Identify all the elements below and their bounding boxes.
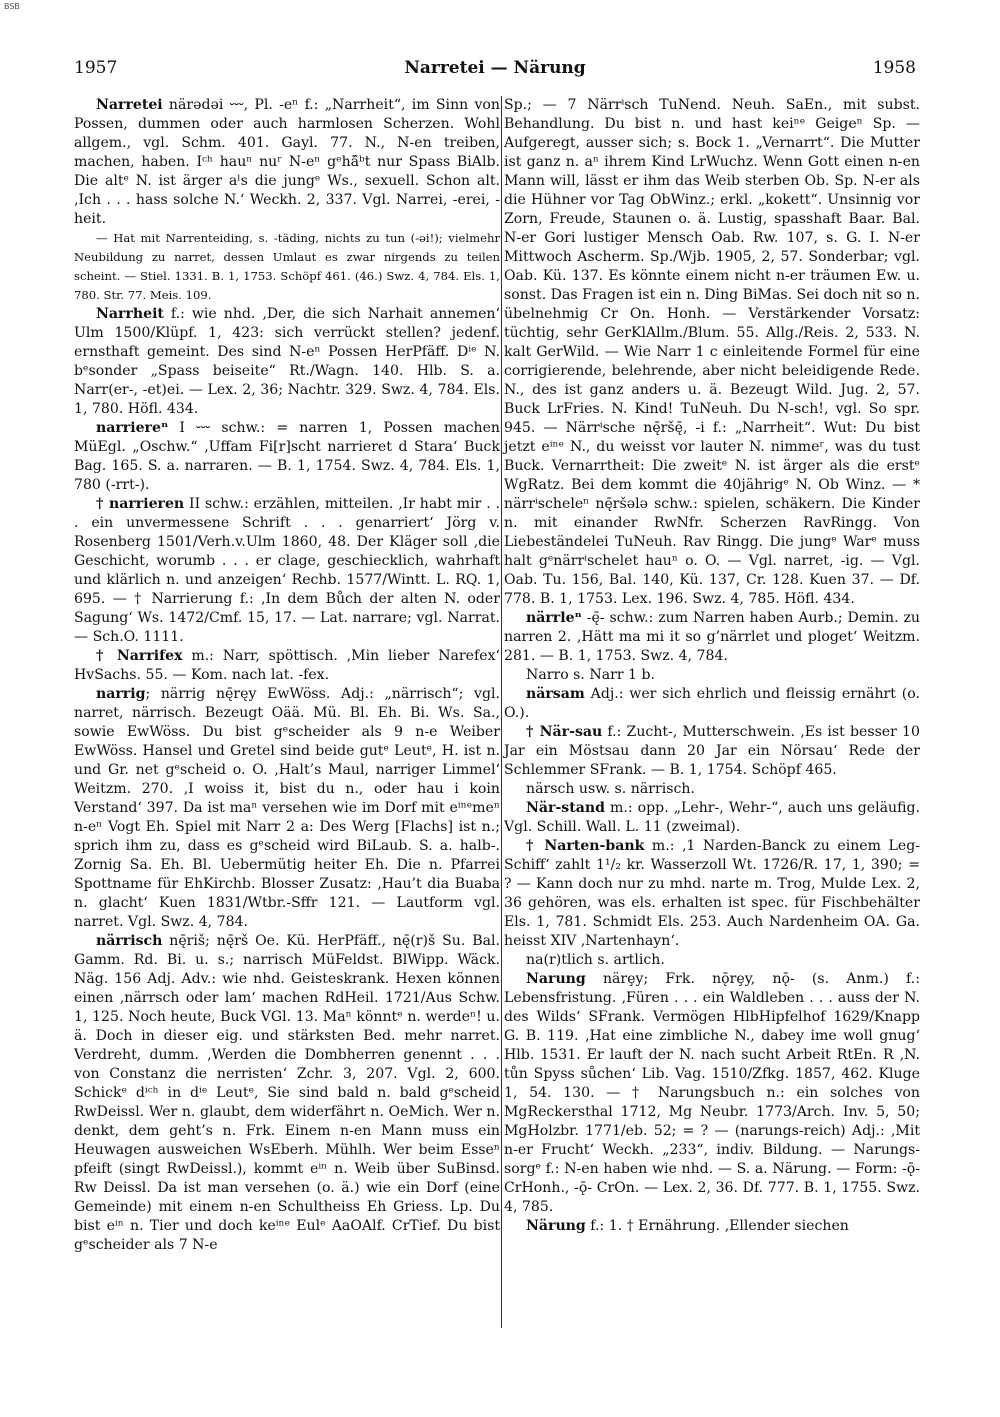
entry-text: Narro s. Narr 1 b.: [526, 667, 656, 683]
entry-text: närsch usw. s. närrisch.: [526, 781, 695, 797]
page-number-right: 1958: [872, 58, 916, 78]
entry-headword: † narrieren: [96, 496, 185, 512]
library-stamp: BSB: [4, 2, 20, 11]
dictionary-entry: [504, 780, 920, 799]
dictionary-entry: [504, 951, 920, 970]
two-column-body: [74, 96, 920, 1396]
entry-headword: † Narten-bank: [526, 838, 645, 854]
entry-headword: Närung: [526, 1218, 586, 1234]
entry-text: m.: ‚1 Narden-Banck zu einem Leg-Schiff‘ zahlt 1¹/₂ kr. Wasserzoll Wt. 1726/R. 17, 1, 390; = ? — Kann doch nur zu mhd. narte m. Trog, Mulde Lex. 2, 36 gehören, was els. erhalten ist spec. für Fischbehälter Els. 1, 781. Schmidt Els. 253. Auch Nardenheim OA. Ga. heisst XIV ‚Nartenhayn‘.: [504, 838, 920, 949]
entry-text: Adj.: wer sich ehrlich und fleissig ernährt (o. O.).: [504, 686, 920, 721]
column-divider: [501, 96, 502, 1328]
entry-text: f.: Zucht-, Mutterschwein. ‚Es ist besser 10 Jar ein Möstsau dann 20 Jar ein Nörsau‘ Rede der Schlemmer SFrank. — B. 1, 1754. Schöpf 465.: [504, 724, 920, 778]
entry-text: f.: wie nhd. ‚Der, die sich Narhait annemen‘ Ulm 1500/Klüpf. 1, 423: sich verrückt stellen? jedenf. ernsthaft gemeint. Des sind N-eⁿ Possen HerPfäff. Dⁱᵉ N. bᵉsonder „Spass beiseite“ Rt./Wagn. 140. Hlb. S. a. Narr(er-, -et)ei. — Lex. 2, 36; Nachtr. 329. Swz. 4, 784. Els. 1, 780. Höfl. 434.: [74, 306, 500, 417]
entry-headword: närrisch: [96, 933, 163, 949]
entry-headword: † Narrifex: [96, 648, 183, 664]
dictionary-entry: [504, 723, 920, 780]
entry-text: f.: 1. † Ernährung. ‚Ellender siechen: [585, 1218, 849, 1234]
page-number-left: 1957: [74, 58, 118, 78]
right-column: [504, 96, 920, 1236]
dictionary-entry: [504, 837, 920, 951]
dictionary-entry: [504, 666, 920, 685]
page-header: [74, 58, 916, 84]
entry-text: na(r)tlich s. artlich.: [526, 952, 665, 968]
dictionary-entry: [504, 1217, 920, 1236]
dictionary-entry: [74, 229, 500, 305]
dictionary-entry: [74, 685, 500, 932]
dictionary-entry: [74, 305, 500, 419]
dictionary-entry: [74, 495, 500, 647]
entry-headword: närrleⁿ: [526, 610, 582, 626]
dictionary-entry: [504, 799, 920, 837]
entry-headword: Narretei: [96, 97, 163, 113]
left-column: [74, 96, 500, 1255]
entry-text: Sp.; — 7 Närrⁱsch TuNend. Neuh. SaEn., mit subst. Behandlung. Du bist n. und hast keiⁿᵉ Geigeⁿ Sp. — Aufgeregt, ausser sich; s. Bock 1. „Vernarrt“. Die Mutter ist ganz n. aⁿ ihrem Kind LrWuchz. Wenn Gott einen n-en Mann will, lässt er ihm das Weib sterben Ob. Sp. N-er als die Hühner vor Tag ObWinz.; erkl. „kokett“. Unsinnig vor Zorn, Freude, Staunen o. ä. Lustig, spasshaft Baar. Bal. N-er Gori lustiger Mensch Oab. Rw. 107, s. G. I. N-er Mittwoch Ascherm. Sp./Wjb. 1905, 2, 57. Sonderbar; vgl. Oab. Kü. 137. Es könnte einem nicht n-er träumen Ew. u. sonst. Das Fragen ist ein n. Ding BiMas. Sei doch nit so n. übelnehmig Cr On. Honh. — Verstärkender Vorsatz: tüchtig, sehr GerKlAllm./Blum. 55. Allg./Reis. 2, 533. N. kalt GerWild. — Wie Narr 1 c einleitende Formel für eine corrigierende, belehrende, aber nicht beleidigende Rede. N., des ist ganz anders u. ä. Bezeugt Wild. Jug. 2, 57. Buck LrFries. N. Kind! TuNeuh. Du N-sch!, vgl. So spr. 945. — Närrⁱsche nę̄ršę̄, -i f.: „Narrheit“. Wut: Du bist jetzt eⁱⁿᵉ N., du weisst vor lauter N. nimmeʳ, was du tust Buck. Vernarrtheit: Die zweitᵉ N. ist ärger als die erstᵉ WgRatz. Bei dem kommt die 40jährigᵉ N. Ob Winz. — * närrⁱscheleⁿ nę̄ršələ schw.: spielen, schäkern. Die Kinder n. mit einander RwNfr. Scherzen RavRingg. Von Liebeständelei TuNeuh. Rav Ringg. Die jungᵉ Warᵉ muss halt gᵉnärrⁱschelet hauⁿ o. O. — Vgl. narret, -ig. — Vgl. Oab. Tu. 156, Bal. 140, Kü. 137, Cr. 128. Kuen 37. — Df. 778. B. 1, 1753. Lex. 196. Swz. 4, 785. Höfl. 434.: [504, 97, 920, 607]
entry-text: m.: Narr, spöttisch. ‚Min lieber Narefex‘ HvSachs. 55. — Kom. nach lat. -fex.: [74, 648, 500, 683]
entry-text: närədəi ⏑⏑⏑, Pl. -eⁿ f.: „Narrheit“, im Sinn von Possen, dummen oder auch harmlosen Scherzen. Wohl allgem., vgl. Schm. 401. Gayl. 77. N., N-en treiben, machen, haben. Iᶜʰ hauⁿ nuʳ N-eⁿ gᵉhä̂ᵇt nur Spass BiAlb. Die altᵉ N. ist ärger aˡs die jungᵉ Ws., sexuell. Schon alt. ‚Ich . . . hass solche N.‘ Weckh. 2, 337. Vgl. Narrei, -erei, -heit.: [74, 97, 500, 227]
dictionary-entry: [504, 970, 920, 1217]
entry-text: ; närrig nę̄ręy EwWöss. Adj.: „närrisch“; vgl. narret, närrisch. Bezeugt Oää. Mü. Bl. Eh. Bi. Ws. Sa., sowie EwWöss. Du bist gᵉscheider als 9 n-e Weiber EwWöss. Hansel und Gretel sind beide gutᵉ Leutᵉ, H. ist n. und Gr. net gᵉscheid o. O. ‚Halt’s Maul, narriger Limmel‘ Weitzm. 270. ‚I woiss it, bist du n., oder hau i koin Verstand‘ 397. Da ist maⁿ versehen wie im Dorf mit eⁱⁿᵉmeⁿ n-eⁿ Vogt Eh. Spiel mit Narr 2 a: Des Werg [Flachs] ist n.; sprich ihm zu, dass es gᵉscheid wird BiLaub. S. a. halb-. Zornig Sa. Eh. Bl. Uebermütig heiter Eh. Die n. Pfarrei Spottname für EhKirchb. Blosser Zusatz: ‚Hau’t dia Buaba n. glacht‘ Kuen 1831/Wtbr.-Sffr 121. — Lautform vgl. narret. Vgl. Swz. 4, 784.: [74, 686, 500, 930]
dictionary-entry: [74, 932, 500, 1255]
entry-headword: Narrheit: [96, 306, 164, 322]
dictionary-entry: [504, 96, 920, 609]
dictionary-entry: [504, 685, 920, 723]
entry-text: I ⏑⏑⏑ schw.: = narren 1, Possen machen MüEgl. „Oschw.“ ‚Uffam Fi[r]scht narrieret d Stara‘ Buck Bag. 165. S. a. narraren. — B. 1, 1754. Swz. 4, 784. Els. 1, 780 (-rrt-).: [74, 420, 500, 493]
dictionary-entry: [74, 647, 500, 685]
entry-text: — Hat mit Narrenteiding, s. -täding, nichts zu tun (-əi!); vielmehr Neubildung zu narret, dessen Umlaut es zwar nirgends zu teilen scheint. — Stiel. 1331. B. 1, 1753. Schöpf 461. (46.) Swz. 4, 784. Els. 1, 780. Str. 77. Meis. 109.: [74, 231, 500, 302]
dictionary-entry: [504, 609, 920, 666]
entry-headword: När-stand: [526, 800, 605, 816]
dictionary-entry: [74, 419, 500, 495]
entry-text: -ę̄- schw.: zum Narren haben Aurb.; Demin. zu narren 2. ‚Hätt ma mi it so g’närrlet und ploget‘ Weitzm. 281. — B. 1, 1753. Swz. 4, 784.: [504, 610, 920, 664]
entry-headword: Narung: [526, 971, 586, 987]
entry-text: m.: opp. „Lehr-, Wehr-“, auch uns geläufig. Vgl. Schill. Wall. L. 11 (zweimal).: [504, 800, 920, 835]
entry-headword: narriereⁿ: [96, 420, 169, 436]
entry-text: II schw.: erzählen, mitteilen. ‚Ir habt mir . . . ein unvermessene Schrift . . . genarriert‘ Jörg v. Rosenberg 1501/Verh.v.Ulm 1860, 48. Der Kläger soll ‚die Geschicht, worumb . . . er clage, geschiecklich, wahrhaft und klärlich n. und anzeigen‘ Rechb. 1577/Wintt. L. RQ. 1, 695. — † Narrierung f.: ‚In dem Bůch der alten N. oder Sagung‘ Ws. 1472/Cmf. 15, 17. — Lat. narrare; vgl. Narrat. — Sch.O. 1111.: [74, 496, 501, 645]
entry-text: närȩy; Frk. nǭrȩy, nǭ- (s. Anm.) f.: Lebensfristung. ‚Füren . . . ein Waldleben . . . auss der N. des Wilds‘ SFrank. Vermögen HlbHipfelhof 1629/Knapp G. B. 119. ‚Hat eine zimbliche N., dabey ime woll gnug‘ Hlb. 1531. Er lauft der N. nach sucht Arbeit RtEn. R ‚N. tůn Spyss sůchen‘ Lib. Vag. 1510/Zfkg. 1857, 462. Kluge 1, 54. 130. — † Narungsbuch n.: ein solches von MgReckersthal 1712, Mg Neubr. 1773/Arch. Inv. 5, 50; MgHolzbr. 1771/eb. 52; = ? — (narungs-reich) Adj.: ‚Mit n-er Frucht‘ Weckh. „233“, indiv. Bildung. — Narungs-sorgᵉ f.: N-en haben wie nhd. — S. a. Närung. — Form: -ǭ- CrHonh., -ǭ- CrOn. — Lex. 2, 36. Df. 777. B. 1, 1755. Swz. 4, 785.: [504, 971, 920, 1215]
entry-headword: † När-sau: [526, 724, 603, 740]
entry-headword: närsam: [526, 686, 585, 702]
running-title: Narretei — Närung: [404, 58, 586, 78]
dictionary-entry: [74, 96, 500, 229]
entry-text: nę̄riš; nę̄rš Oe. Kü. HerPfäff., nę̄(r)š Su. Bal. Gamm. Rd. Bi. u. s.; narrisch MüFeldst. BlWipp. Wäck. Näg. 156 Adj. Adv.: wie nhd. Geisteskrank. Hexen können einen ‚närrsch oder lam‘ machen RdHeil. 1721/Aus Schw. 1, 125. Noch heute, Buck VGl. 13. Maⁿ könntᵉ n. werdeⁿ! u. ä. Doch in dieser eig. und stärksten Bed. mehr narret. Verdreht, dumm. ‚Werden die Dombherren genennt . . . von Constanz die nerristen‘ Zchr. 3, 207. Vgl. 2, 600. Schickᵉ dⁱᶜʰ in dⁱᵉ Leutᵉ, Sie sind bald n. bald gᵉscheid RwDeissl. Wer n. glaubt, dem widerfährt n. OeMich. Wer n. denkt, dem geht’s n. Frk. Einem n-en Mann muss ein Heuwagen ausweichen WsEberh. Mühlh. Wer beim Esseⁿ pfeift (singt RwDeissl.), kommt eⁱⁿ n. Weib über SuBinsd. Rw Deissl. Da ist man versehen (o. ä.) wie ein Dorf (eine Gemeinde) mit einem n-en Schultheiss Eh Griess. Lp. Du bist eⁱⁿ n. Tier und doch keⁱⁿᵉ Eulᵉ AaOAlf. CrTief. Du bist gᵉscheider als 7 N-e: [74, 933, 500, 1253]
entry-headword: narrig: [96, 686, 146, 702]
